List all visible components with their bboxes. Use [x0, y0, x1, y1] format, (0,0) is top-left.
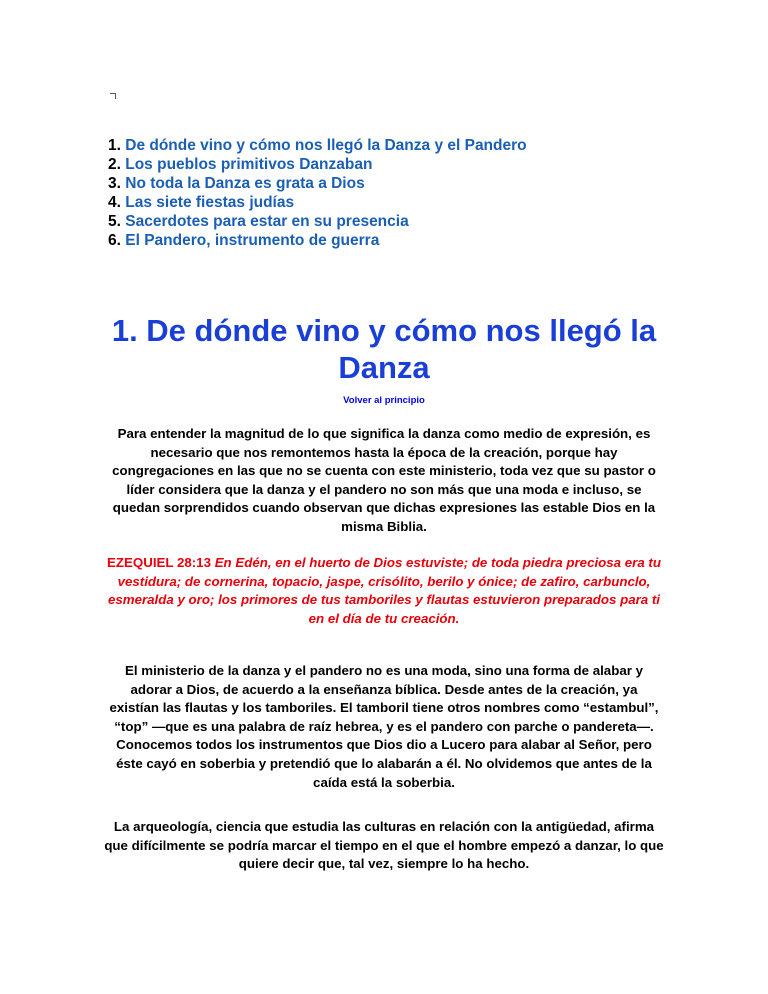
intro-paragraph: Para entender la magnitud de lo que significa la danza como medio de expresión, es necesario que nos remontemos hasta la época de la creación, porque hay congregaciones en las que no se cuenta con este ministerio, toda vez que su pastor o líder considera que la danza y el pandero no son más que una moda e incluso, se quedan sorprendidos cuando observan que dichas expresiones las estable Dios en la misma Biblia. — [112, 426, 656, 534]
table-of-contents — [108, 136, 527, 250]
toc-item — [108, 212, 527, 231]
toc-number: 1. — [108, 137, 121, 154]
toc-number: 3. — [108, 175, 121, 192]
toc-link-1[interactable]: De dónde vino y cómo nos llegó la Danza y el Pandero — [125, 137, 527, 154]
toc-item — [108, 155, 527, 174]
toc-link-5[interactable]: Sacerdotes para estar en su presencia — [125, 213, 409, 230]
corner-mark-icon — [110, 93, 116, 99]
toc-number: 4. — [108, 194, 121, 211]
verse-reference: EZEQUIEL 28:13 — [107, 555, 211, 570]
toc-item — [108, 193, 527, 212]
archaeology-paragraph: La arqueología, ciencia que estudia las culturas en relación con la antigüedad, afirma que difícilmente se podría marcar el tiempo en el que el hombre empezó a danzar, lo que quiere decir que, tal vez, siempre lo ha hecho. — [104, 819, 664, 872]
toc-number: 5. — [108, 213, 121, 230]
toc-item — [108, 174, 527, 193]
verse-paragraph — [104, 554, 664, 628]
verse-text: En Edén, en el huerto de Dios estuviste; de toda piedra preciosa era tu vestidura; de cornerina, topacio, jaspe, crisólito, berilo y ónice; de zafiro, carbunclo, esmeralda y oro; los primores de tus tamboriles y flautas estuvieron preparados para ti en el día de tu creación. — [107, 555, 661, 626]
toc-link-6[interactable]: El Pandero, instrumento de guerra — [125, 232, 380, 249]
back-to-top-link[interactable]: Volver al principio — [343, 395, 425, 406]
ministry-paragraph: El ministerio de la danza y el pandero no es una moda, sino una forma de alabar y adorar a Dios, de acuerdo a la enseñanza bíblica. Desde antes de la creación, ya existían las flautas y los tamboriles. El tamboril tiene otros nombres como “estambul”, “top” —que es una palabra de raíz hebrea, y es el pandero con parche o pandereta—. Conocemos todos los instrumentos que Dios dio a Lucero para alabar al Señor, pero éste cayó en soberbia y pretendió que lo alabarán a él. No olvidemos que antes de la caída está la soberbia. — [109, 663, 659, 790]
toc-number: 2. — [108, 156, 121, 173]
toc-item — [108, 136, 527, 155]
section-title: 1. De dónde vino y cómo nos llegó la Danza — [111, 313, 657, 385]
toc-item — [108, 231, 527, 250]
toc-number: 6. — [108, 232, 121, 249]
toc-link-3[interactable]: No toda la Danza es grata a Dios — [125, 175, 365, 192]
toc-link-2[interactable]: Los pueblos primitivos Danzaban — [125, 156, 373, 173]
toc-link-4[interactable]: Las siete fiestas judías — [125, 194, 295, 211]
